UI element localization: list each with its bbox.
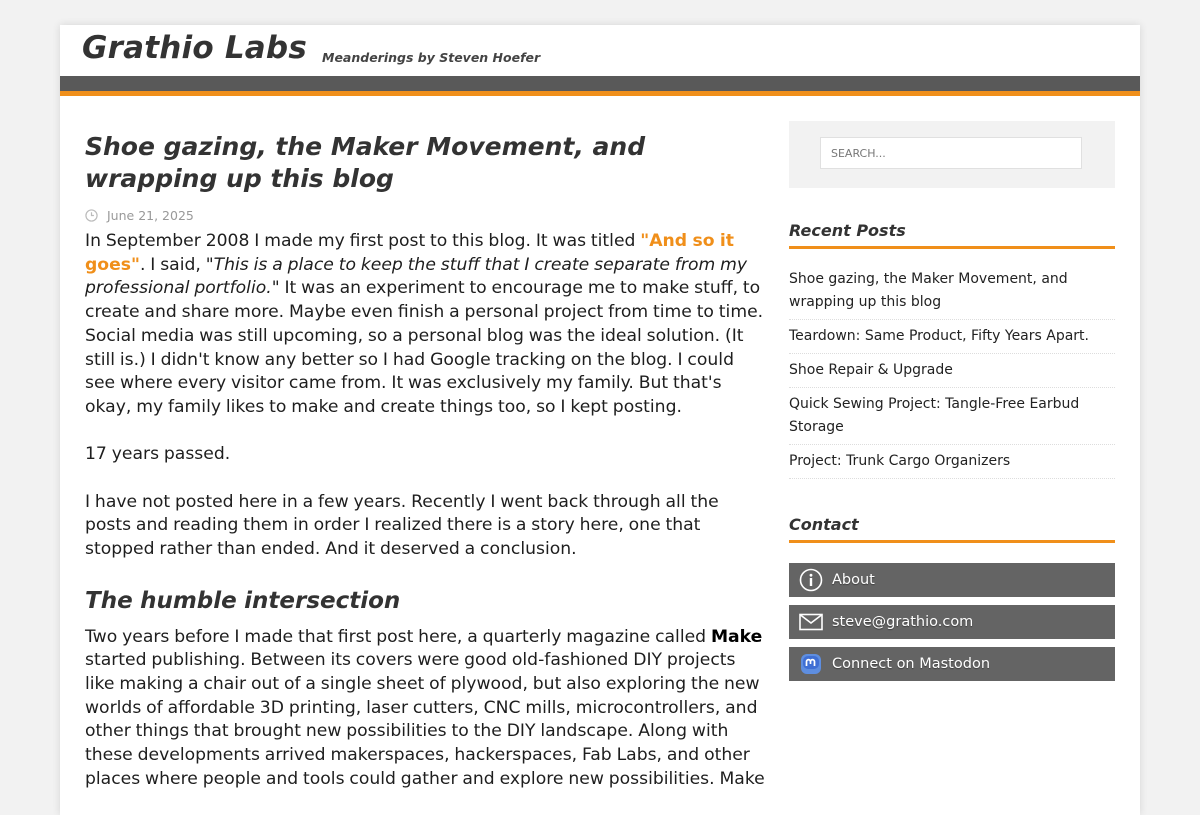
paragraph: 17 years passed. — [85, 444, 231, 465]
navigation-bar — [60, 76, 1140, 96]
text: started publishing. Between its covers were good old-fashioned DIY projects like making a chair out of a single sheet of plywood, but also exploring the new worlds of affordable 3D printing, laser cutters, CNC mills, microcontrollers, and other things that brought new possibilities to the DIY landscape. Along with these developments arrived makerspaces, hackerspaces, Fab Labs, and other places where people and tools could gather and explore new possibilities. Make — [85, 650, 765, 789]
post-link-and-so-it-goes[interactable]: "And so it goes" — [85, 231, 735, 275]
site-tagline: Meanderings by Steven Hoefer — [322, 50, 541, 65]
recent-posts-title: Recent Posts — [789, 221, 1115, 249]
contact-list — [789, 563, 1115, 681]
paragraph: I have not posted here in a few years. Recently I went back through all the posts and reading them in order I realized there is a story here, one that stopped rather than ended. And it deserved a conclusion. — [85, 491, 719, 560]
post-body — [85, 230, 765, 791]
post-title: Shoe gazing, the Maker Movement, and wrapping up this blog — [85, 132, 646, 193]
email-button[interactable] — [789, 605, 1115, 639]
recent-post-link[interactable]: Shoe Repair & Upgrade — [789, 354, 1115, 388]
text: . I said, — [139, 254, 206, 275]
sidebar — [789, 121, 1115, 689]
site-header — [60, 25, 1140, 76]
post-date[interactable]: June 21, 2025 — [107, 208, 194, 223]
site-title-link[interactable]: Grathio Labs — [82, 30, 307, 66]
search-input[interactable] — [820, 137, 1082, 169]
clock-icon — [85, 209, 98, 222]
page-container — [60, 25, 1140, 815]
recent-posts-list — [789, 263, 1115, 479]
mastodon-button[interactable] — [789, 647, 1115, 681]
quote: "This is a place to keep the stuff that I create separate from my professional portfolio." — [85, 254, 748, 299]
section-heading: The humble intersection — [85, 587, 401, 614]
about-label: About — [832, 572, 875, 588]
recent-post-link[interactable]: Project: Trunk Cargo Organizers — [789, 445, 1115, 479]
post-meta — [85, 208, 765, 223]
contact-title: Contact — [789, 515, 1115, 543]
recent-post-link[interactable]: Teardown: Same Product, Fifty Years Apart. — [789, 320, 1115, 354]
recent-post-link[interactable]: Quick Sewing Project: Tangle-Free Earbud Storage — [789, 388, 1115, 445]
envelope-icon — [798, 609, 824, 635]
mastodon-icon — [798, 651, 824, 677]
about-button[interactable] — [789, 563, 1115, 597]
paragraph — [85, 626, 765, 792]
paragraph — [85, 230, 765, 420]
text: It was an experiment to encourage me to make stuff, to create and share more. Maybe even finish a personal project from time to time. Social media was still upcoming, so a personal blog was the ideal solution. (It still is.) I didn't know any better so I had Google tracking on the blog. I could see where every visitor came from. It was exclusively my family. But that's okay, my family likes to make and create things too, so I kept posting. — [85, 278, 764, 417]
mastodon-label: Connect on Mastodon — [832, 656, 991, 672]
recent-post-link[interactable]: Shoe gazing, the Maker Movement, and wrapping up this blog — [789, 263, 1115, 320]
text: In September 2008 I made my first post to this blog. It was titled — [85, 231, 641, 251]
text: Two years before I made that first post here, a quarterly magazine called — [85, 626, 711, 647]
info-icon — [798, 567, 824, 593]
main-content — [85, 121, 765, 815]
search-widget — [789, 121, 1115, 188]
make-magazine-name: Make — [710, 626, 763, 647]
email-label: steve@grathio.com — [832, 614, 974, 630]
